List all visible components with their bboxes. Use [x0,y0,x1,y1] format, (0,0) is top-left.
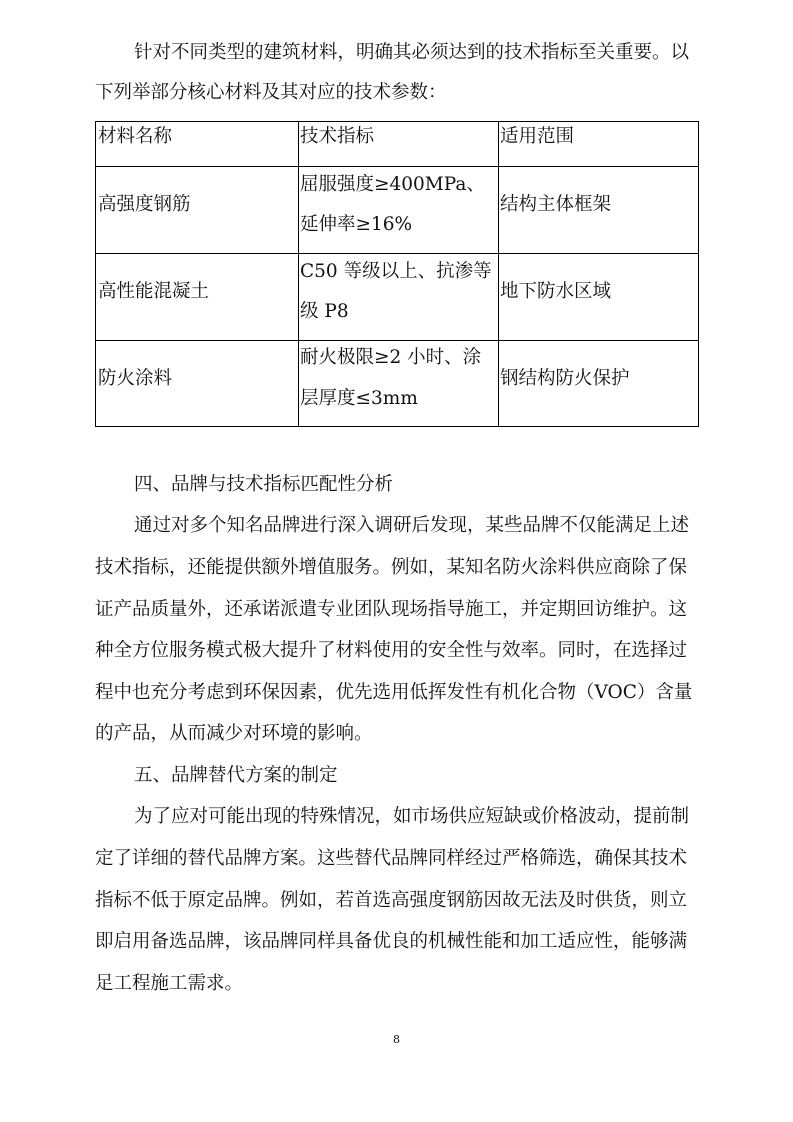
table-header-scope: 适用范围 [500,126,575,147]
column-divider [298,122,299,426]
section-4-line: 证产品质量外，还承诺派遣专业团队现场指导施工，并定期回访维护。这 [95,599,688,620]
section-4-line: 通过对多个知名品牌进行深入调研后发现，某些品牌不仅能满足上述 [134,515,690,536]
section-5-line: 为了应对可能出现的特殊情况，如市场供应短缺或价格波动，提前制 [134,806,690,827]
table-cell-spec: 延伸率≥16% [300,214,413,235]
table-header-name: 材料名称 [98,126,173,147]
section-4-line: 技术指标，还能提供额外增值服务。例如，某知名防火涂料供应商除了保 [95,557,688,578]
section-4-line: 程中也充分考虑到环保因素，优先选用低挥发性有机化合物（VOC）含量 [95,682,693,703]
intro-line-1: 针对不同类型的建筑材料，明确其必须达到的技术指标至关重要。以 [134,42,690,63]
section-4-line: 种全方位服务模式极大提升了材料使用的安全性与效率。同时，在选择过 [95,640,688,661]
table-header-spec: 技术指标 [300,126,375,147]
row-divider [96,166,698,167]
row-divider [96,340,698,341]
section-5-line: 指标不低于原定品牌。例如，若首选高强度钢筋因故无法及时供货，则立 [95,890,688,911]
section-5-heading: 五、品牌替代方案的制定 [134,765,338,786]
section-5-line: 定了详细的替代品牌方案。这些替代品牌同样经过严格筛选，确保其技术 [95,848,688,869]
table-cell-scope: 结构主体框架 [500,194,612,215]
column-divider [498,122,499,426]
page-number: 8 [393,1033,400,1046]
table-cell-spec: 级 P8 [300,301,349,322]
materials-table [95,121,699,427]
table-cell-scope: 地下防水区域 [500,281,612,302]
table-cell-name: 防火涂料 [98,368,173,389]
table-cell-name: 高性能混凝土 [98,281,210,302]
table-cell-spec: 屈服强度≥400MPa、 [300,174,485,195]
table-cell-spec: C50 等级以上、抗渗等 [300,261,492,282]
section-5-line: 足工程施工需求。 [95,973,244,994]
section-4-heading: 四、品牌与技术指标匹配性分析 [134,474,394,495]
section-4-line: 的产品，从而减少对环境的影响。 [95,723,373,744]
intro-line-2: 下列举部分核心材料及其对应的技术参数： [95,82,447,103]
table-cell-spec: 耐火极限≥2 小时、涂 [300,347,482,368]
table-cell-scope: 钢结构防火保护 [500,368,630,389]
section-5-line: 即启用备选品牌，该品牌同样具备优良的机械性能和加工适应性，能够满 [95,931,688,952]
table-cell-spec: 层厚度≤3mm [300,388,418,409]
row-divider [96,253,698,254]
table-cell-name: 高强度钢筋 [98,194,191,215]
